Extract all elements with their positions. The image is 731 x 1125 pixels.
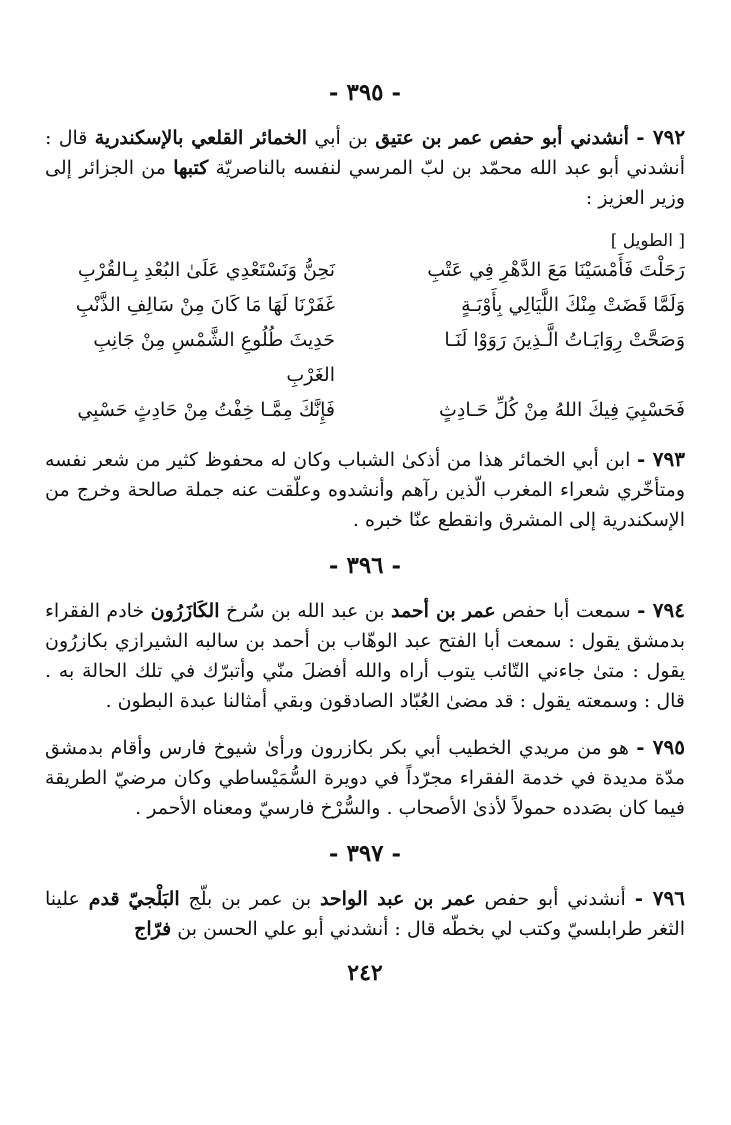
entry-793	[45, 444, 685, 535]
entry-number: ٧٩٢ -	[636, 125, 686, 149]
poem-meter: [ الطويل ]	[610, 231, 685, 251]
entry-text-bold: كتبها	[173, 157, 209, 179]
entry-number: ٧٩٤ -	[637, 598, 686, 622]
poem	[45, 229, 685, 428]
verse-first-hemistich: وَلَمَّا قَضَتْ مِنْكَ اللَّيَالِي بِأَوْبَـةٍ	[461, 294, 685, 316]
entry-text-bold: قدم	[88, 888, 120, 910]
section-number-396: - ٣٩٦ -	[328, 552, 402, 579]
entry-text: بن أبي	[314, 127, 368, 149]
verse	[45, 288, 685, 323]
verse	[45, 393, 685, 428]
verse-second-hemistich: فَإِنَّكَ مِمَّـا خِفْتُ مِنْ حَادِثٍ حَسْبِي	[77, 399, 335, 421]
entry-text: قال : أنشدني أبو عبد الله محمّد بن لبّ المرسي لنفسه بالناصريّة	[45, 127, 685, 179]
page-number: ٢٤٢	[347, 960, 383, 986]
entry-794	[45, 595, 685, 716]
person-nisba: الخمائر القلعي بالإسكندرية	[94, 127, 308, 149]
entry-text: من الجزائر إلى وزير العزيز :	[45, 157, 685, 209]
book-page	[45, 78, 685, 986]
person-name: عمر بن أحمد	[390, 600, 496, 622]
verse-first-hemistich: فَحَسْبِيَ فِيكَ اللهُ مِنْ كُلِّ حَـادِثٍ	[439, 399, 685, 421]
entry-text: بن عبد الله بن سُرخ	[225, 600, 385, 622]
section-number-395: - ٣٩٥ -	[328, 79, 402, 106]
entry-lead: سمعت أبا حفص	[502, 600, 631, 622]
verse-second-hemistich: حَدِيثَ طُلُوعِ الشَّمْسِ مِنْ جَانِبِ الغَرْبِ	[93, 329, 335, 386]
verse	[45, 253, 685, 288]
entry-text-bold: فرّاج	[134, 918, 172, 940]
entry-792	[45, 122, 685, 213]
entry-text: خادم الفقراء بدمشق يقول : سمعت أبا الفتح عبد الوهّاب بن أحمد بن سالبه الشيرازي بكازرُون يقول : متىٰ جاءني التّائب يتوب أراه والله أفضلَ منّي وأتبرّك في تلك الحالة به . قال : وسمعته يقول : قد مضىٰ العُبّاد الصادقون وبقي أمثالنا عبدة البطون .	[45, 600, 686, 712]
entry-lead: أنشدني أبو حفص	[489, 127, 629, 149]
section-number-397: - ٣٩٧ -	[328, 840, 402, 867]
entry-text: هو من مريدي الخطيب أبي بكر بكازرون ورأىٰ شيوخ فارس وأقام بدمشق مدّة مديدة في خدمة الفقراء مجرّداً في دويرة السُّمَيْساطي وكان مرضيّ الطريقة فيما كان بصَدده حمولاً لأذىٰ الأصحاب . والسُّرْخ فارسيّ ومعناه الأحمر .	[45, 737, 685, 819]
entry-number: ٧٩٥ -	[636, 735, 686, 759]
verse	[45, 323, 685, 393]
entry-number: ٧٩٦ -	[634, 886, 685, 910]
verse-second-hemistich: غَفَرْنَا لَهَا مَا كَانَ مِنْ سَالِفِ الذَّنْبِ	[75, 294, 335, 316]
entry-lead: أنشدني أبو حفص	[484, 888, 626, 910]
entry-795	[45, 732, 685, 823]
entry-text: بن عمر بن بلّج	[188, 888, 312, 910]
person-name: عمر بن عتيق	[375, 127, 483, 149]
entry-text: علينا الثغر طرابلسيّ وكتب لي بخطّه قال : أنشدني أبو علي الحسن بن	[45, 888, 685, 940]
person-nisba: البَلْجيّ	[128, 888, 180, 910]
person-name: عمر بن عبد الواحد	[319, 888, 476, 910]
verse-first-hemistich: رَحَلْتَ فَأَمْسَيْنَا مَعَ الدَّهْرِ فِي عَتْبِ	[427, 259, 685, 281]
entry-796	[45, 883, 685, 944]
person-nisba: الكَازَرُون	[150, 600, 220, 622]
verse-second-hemistich: نَحِنُّ وَنَسْتَعْدِي عَلَىٰ البُعْدِ بِـالقُرْبِ	[77, 259, 335, 281]
entry-text: ابن أبي الخمائر هذا من أذكىٰ الشباب وكان له محفوظ كثير من شعر نفسه ومتأخّري شعراء المغرب الّذين رآهم وأنشدوه وعلّقت عنه جملة صالحة وخرج من الإسكندرية إلى المشرق وانقطع عنّا خبره .	[45, 449, 685, 531]
verse-first-hemistich: وَصَحَّتْ رِوَايَـاتُ الَّـذِينَ رَوَوْا لَنَـا	[444, 329, 685, 351]
entry-number: ٧٩٣ -	[636, 447, 686, 471]
